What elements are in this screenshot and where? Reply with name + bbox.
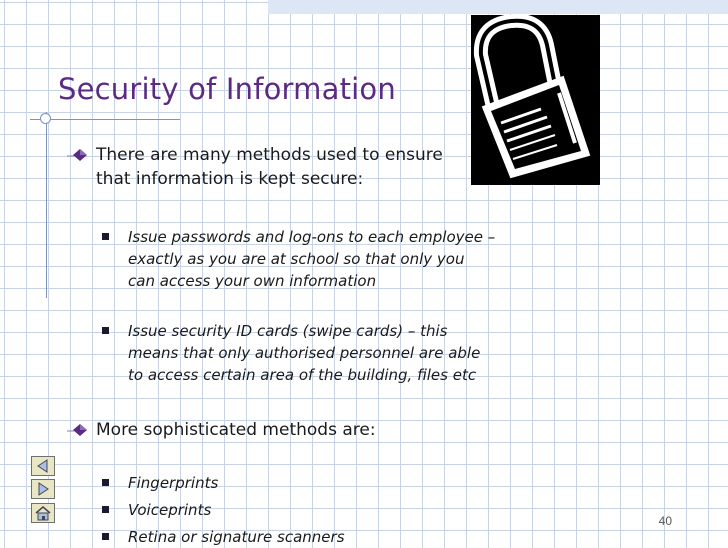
sub-bullet-line: Issue security ID cards (swipe cards) – this <box>128 322 448 340</box>
sub-bullet-voiceprints <box>96 499 546 521</box>
bullet-sophisticated <box>66 418 486 442</box>
previous-slide-icon <box>32 457 54 475</box>
padlock-icon <box>471 15 600 185</box>
sub-bullet-passwords <box>96 226 546 292</box>
diamond-bullet-icon <box>66 423 88 437</box>
square-bullet-icon <box>102 233 109 240</box>
bullet-methods <box>66 143 486 191</box>
bullet-text-line: There are many methods used to ensure <box>96 145 443 165</box>
padlock-image <box>471 15 600 185</box>
square-bullet-icon <box>102 533 109 540</box>
bullet-text-line: that information is kept secure: <box>96 169 364 189</box>
margin-rule <box>46 112 47 298</box>
header-band <box>268 0 728 14</box>
sub-bullet-fingerprints <box>96 472 546 494</box>
sub-bullet-retina <box>96 526 546 548</box>
sub-bullet-line: Fingerprints <box>128 474 219 492</box>
diamond-bullet-icon <box>66 148 88 162</box>
square-bullet-icon <box>102 327 109 334</box>
square-bullet-icon <box>102 479 109 486</box>
next-slide-button[interactable] <box>31 479 55 499</box>
previous-slide-button[interactable] <box>31 456 55 476</box>
sub-bullet-id-cards <box>96 320 546 386</box>
sub-bullet-line: can access your own information <box>128 272 377 290</box>
home-button[interactable] <box>31 503 55 523</box>
slide-page-number: 40 <box>658 514 672 528</box>
home-icon <box>32 504 54 522</box>
rule-ring-ornament <box>40 113 51 124</box>
sub-bullet-line: to access certain area of the building, files etc <box>128 366 477 384</box>
sub-bullet-line: Voiceprints <box>128 501 212 519</box>
sub-bullet-line: Issue passwords and log-ons to each employee – <box>128 228 496 246</box>
bullet-text-line: More sophisticated methods are: <box>96 420 376 440</box>
square-bullet-icon <box>102 506 109 513</box>
title-underline <box>30 119 180 120</box>
sub-bullet-line: exactly as you are at school so that only you <box>128 250 465 268</box>
sub-bullet-line: means that only authorised personnel are able <box>128 344 481 362</box>
next-slide-icon <box>32 480 54 498</box>
sub-bullet-line: Retina or signature scanners <box>128 528 345 546</box>
slide-title: Security of Information <box>58 72 396 106</box>
